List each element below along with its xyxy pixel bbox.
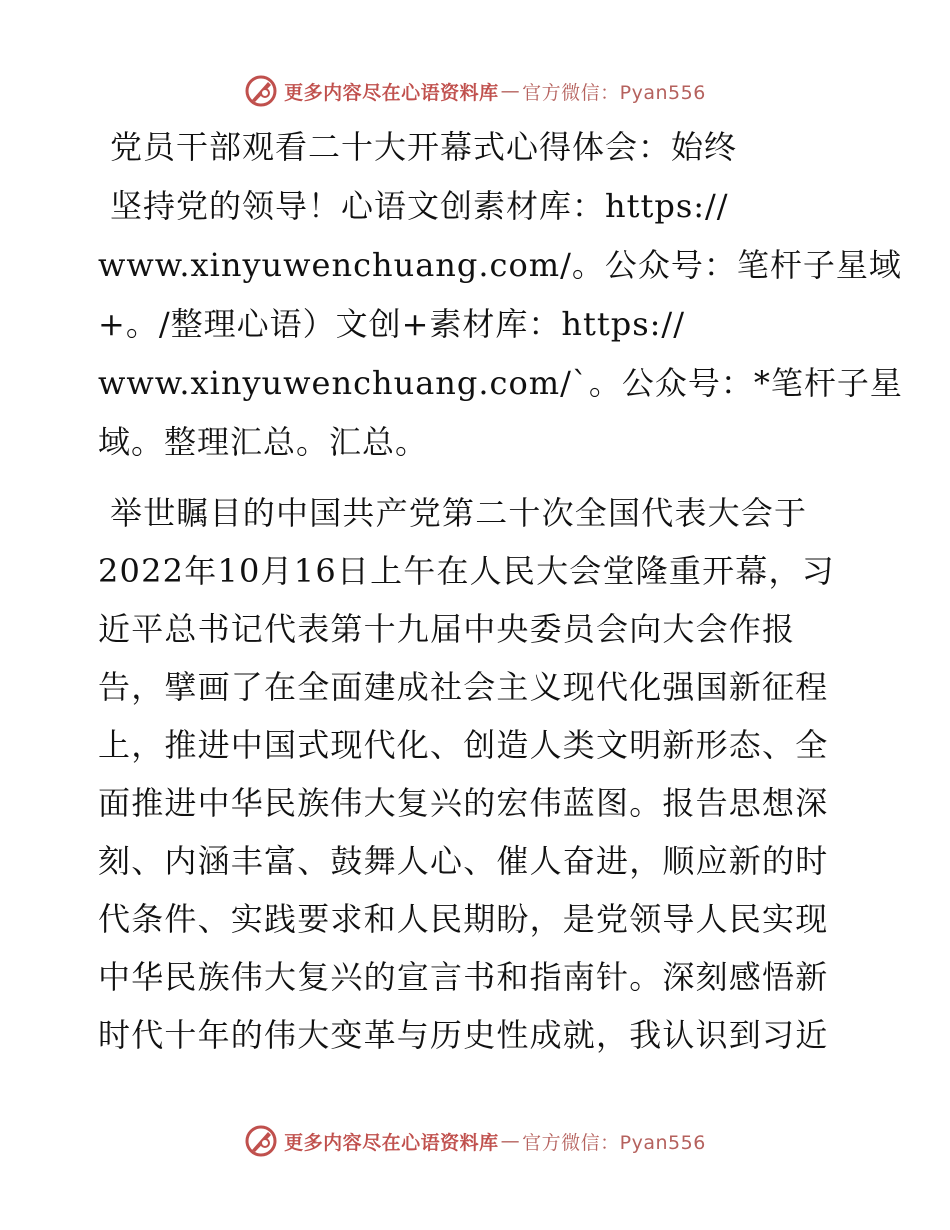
body-line: 刻、内涵丰富、鼓舞人心、催人奋进，顺应新的时 — [98, 842, 829, 880]
pen-logo-icon — [244, 1124, 278, 1158]
banner-separator: — — [500, 80, 521, 102]
body-line: 举世瞩目的中国共产党第二十次全国代表大会于 — [110, 494, 808, 532]
body-line: 时代十年的伟大变革与历史性成就，我认识到习近 — [98, 1016, 829, 1054]
banner-wechat-text: 官方微信：Pyan556 — [522, 1131, 706, 1154]
body-line: 代条件、实践要求和人民期盼，是党领导人民实现 — [98, 900, 829, 938]
body-line: 2022年10月16日上午在人民大会堂隆重开幕，习 — [98, 552, 835, 590]
pen-logo-icon — [244, 74, 278, 108]
banner-brand-text: 更多内容尽在心语资料库 — [284, 81, 499, 104]
title-line: 党员干部观看二十大开幕式心得体会：始终 — [110, 128, 738, 166]
title-line: +。/整理心语）文创+素材库：https:// — [98, 305, 685, 343]
body-paragraph — [98, 484, 854, 1064]
document-content — [98, 118, 903, 1064]
title-line: 域。整理汇总。汇总。 — [98, 423, 429, 461]
body-line: 上，推进中国式现代化、创造人类文明新形态、全 — [98, 726, 829, 764]
banner-brand-text: 更多内容尽在心语资料库 — [284, 1131, 499, 1154]
title-line: www.xinyuwenchuang.com/。公众号：笔杆子星域 — [98, 246, 902, 284]
body-line: 近平总书记代表第十九届中央委员会向大会作报 — [98, 610, 796, 648]
title-line: www.xinyuwenchuang.com/`。公众号：*笔杆子星 — [98, 364, 903, 402]
document-title-block — [98, 118, 903, 472]
body-line: 中华民族伟大复兴的宣言书和指南针。深刻感悟新 — [98, 958, 829, 996]
banner-separator: — — [500, 1130, 521, 1152]
footer-watermark-banner — [0, 1124, 950, 1158]
body-line: 告，擘画了在全面建成社会主义现代化强国新征程 — [98, 668, 829, 706]
body-line: 面推进中华民族伟大复兴的宏伟蓝图。报告思想深 — [98, 784, 829, 822]
header-watermark-banner — [0, 74, 950, 108]
title-line: 坚持党的领导！心语文创素材库：https:// — [110, 187, 729, 225]
banner-wechat-text: 官方微信：Pyan556 — [522, 81, 706, 104]
